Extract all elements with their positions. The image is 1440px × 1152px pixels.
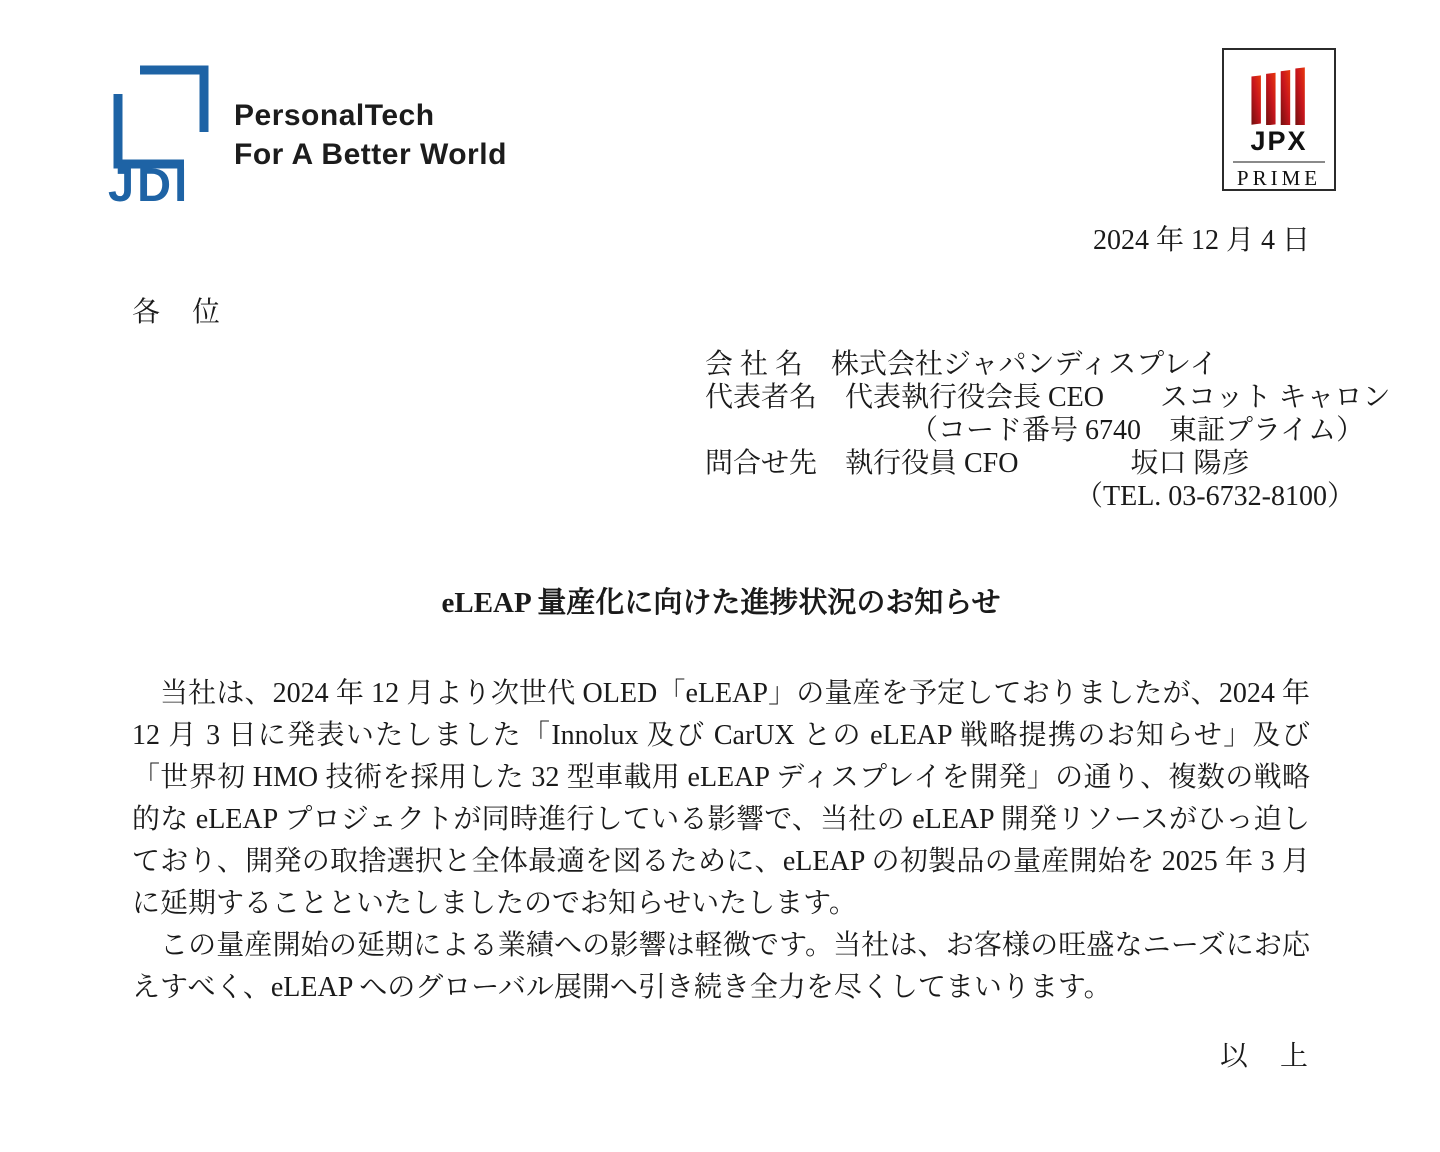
stock-code-line: （コード番号 6740 東証プライム）	[910, 415, 1365, 446]
tagline-line2: For A Better World	[234, 138, 507, 171]
document-title: eLEAP 量産化に向けた進捗状況のお知らせ	[441, 587, 1001, 619]
jpx-prime-badge	[1222, 48, 1336, 191]
body-text	[132, 673, 1310, 1009]
representative-line: 代表者名 代表執行役会長 CEO スコット キャロン	[705, 382, 1391, 413]
telephone-line: （TEL. 03-6732-8100）	[1075, 481, 1355, 512]
jdi-logo-mark	[108, 58, 218, 204]
company-name-line: 会 社 名 株式会社ジャパンディスプレイ	[705, 349, 1218, 380]
closing-mark: 以 上	[1219, 1041, 1310, 1072]
jpx-badge-divider	[1233, 161, 1325, 163]
jdi-logo-text: JDI	[108, 158, 191, 204]
jdi-logo	[108, 58, 218, 204]
company-info-block	[705, 348, 1391, 513]
brand-tagline	[234, 96, 507, 174]
jpx-badge-title: JPX	[1250, 126, 1308, 157]
tagline-line1: PersonalTech	[234, 99, 435, 132]
jpx-badge-subtitle: PRIME	[1236, 166, 1322, 190]
contact-line: 問合せ先 執行役員 CFO 坂口 陽彦	[705, 448, 1250, 479]
body-paragraph-2: この量産開始の延期による業績への影響は軽微です。当社は、お客様の旺盛なニーズにお応えすべく、eLEAP へのグローバル展開へ引き続き全力を尽くしてまいります。	[132, 930, 1310, 1003]
jpx-bars-icon	[1243, 58, 1315, 125]
salutation: 各 位	[132, 297, 223, 328]
release-date: 2024 年 12 月 4 日	[1092, 225, 1310, 256]
body-paragraph-1: 当社は、2024 年 12 月より次世代 OLED「eLEAP」の量産を予定しておりましたが、2024 年 12 月 3 日に発表いたしました「Innolux 及び CarUX との eLEAP 戦略提携のお知らせ」及び「世界初 HMO 技術を採用した 32 型車載用 eLEAP ディスプレイを開発」の通り、複数の戦略的な eLEAP プロジェクトが同時進行している影響で、当社の eLEAP 開発リソースがひっ迫しており、開発の取捨選択と全体最適を図るために、eLEAP の初製品の量産開始を 2025 年 3 月に延期することといたしましたのでお知らせいたします。	[132, 678, 1310, 919]
